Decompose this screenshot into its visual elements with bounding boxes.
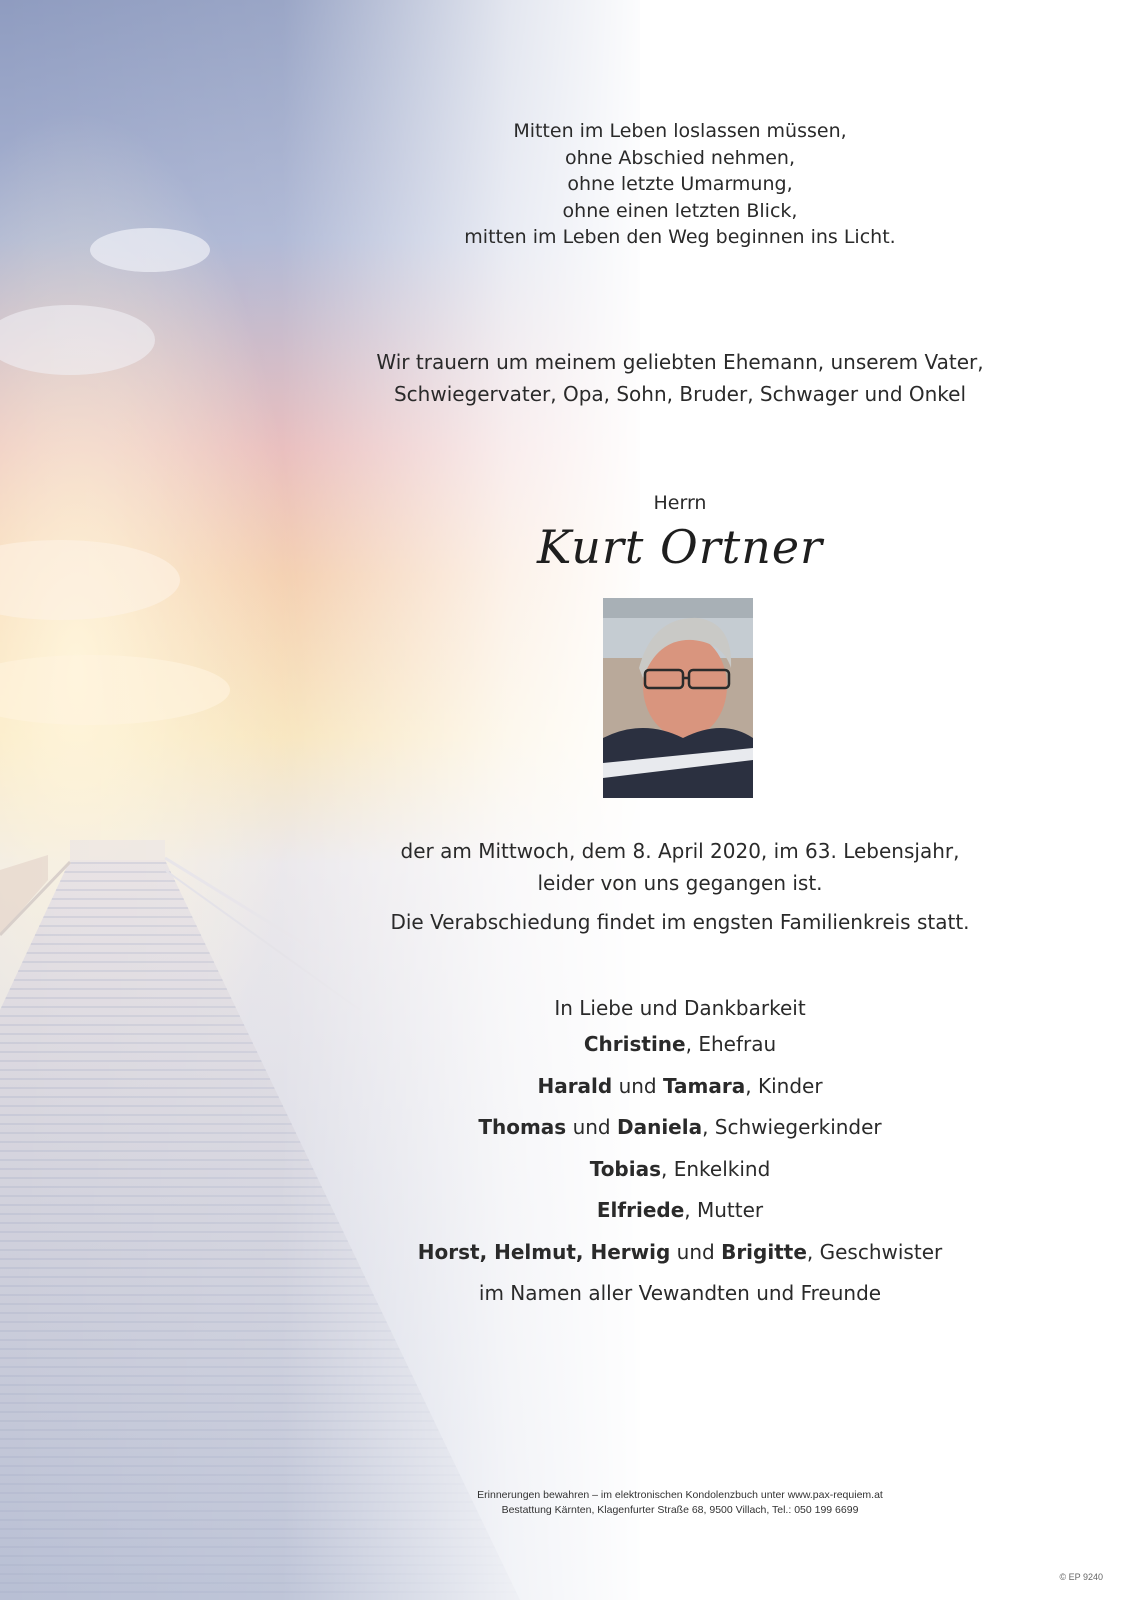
- family-relation: , Enkelkind: [661, 1156, 771, 1181]
- family-name: Christine: [583, 1032, 686, 1056]
- family-relation: , Kinder: [745, 1073, 823, 1098]
- family-row: [330, 1149, 1030, 1191]
- family-name: Elfriede: [596, 1198, 685, 1222]
- footer: [330, 1488, 1030, 1518]
- family-relation: , Ehefrau: [685, 1032, 777, 1056]
- family-relation: , Schwiegerkinder: [702, 1115, 882, 1139]
- family-name: Daniela: [616, 1115, 703, 1139]
- mourning-line: Wir trauern um meinem geliebten Ehemann, unserem Vater,: [376, 350, 984, 374]
- poem-line: ohne letzte Umarmung,: [567, 173, 793, 195]
- mourning-statement: [330, 346, 1030, 410]
- family-row: [330, 1024, 1030, 1066]
- family-conjunction: und: [670, 1239, 722, 1264]
- passing-line: leider von uns gegangen ist.: [537, 871, 823, 895]
- family-name: Brigitte: [721, 1239, 807, 1264]
- family-relation: , Mutter: [684, 1198, 764, 1222]
- family-name: Harald: [537, 1073, 613, 1098]
- footer-line: Erinnerungen bewahren – im elektronischen Kondolenzbuch unter www.pax-requiem.at: [477, 1489, 883, 1501]
- family-row: [330, 1107, 1030, 1149]
- family-row: [330, 1066, 1030, 1108]
- mourning-line: Schwiegervater, Opa, Sohn, Bruder, Schwager und Onkel: [393, 382, 967, 406]
- poem-line: ohne einen letzten Blick,: [562, 199, 798, 222]
- poem-line: Mitten im Leben loslassen müssen,: [513, 120, 847, 142]
- family-name: Thomas: [478, 1115, 567, 1139]
- family-row: [330, 1190, 1030, 1232]
- signoff: In Liebe und Dankbarkeit: [554, 996, 806, 1020]
- family-name: Horst, Helmut, Herwig: [417, 1239, 671, 1264]
- footer-line: Bestattung Kärnten, Klagenfurter Straße 68, 9500 Villach, Tel.: 050 199 6699: [501, 1504, 859, 1516]
- family-name: Tamara: [662, 1073, 746, 1098]
- family-relation: , Geschwister: [806, 1239, 943, 1264]
- family-row: [330, 1273, 1030, 1315]
- family-name: Tobias: [589, 1156, 662, 1181]
- passing-notice: [330, 835, 1030, 899]
- family-conjunction: und: [612, 1073, 663, 1098]
- product-code: © EP 9240: [1059, 1572, 1103, 1582]
- poem-line: ohne Abschied nehmen,: [564, 146, 795, 169]
- passing-line: der am Mittwoch, dem 8. April 2020, im 63. Lebensjahr,: [400, 839, 960, 863]
- family-row: [330, 1232, 1030, 1274]
- family-conjunction: und: [566, 1115, 617, 1139]
- salutation: Herrn: [653, 492, 707, 514]
- farewell-notice: Die Verabschiedung findet im engsten Familienkreis statt.: [390, 910, 970, 934]
- poem-line: mitten im Leben den Weg beginnen ins Licht.: [464, 226, 896, 248]
- poem: [330, 118, 1030, 251]
- family-closing: im Namen aller Vewandten und Freunde: [478, 1281, 882, 1305]
- portrait-photo: [603, 598, 753, 798]
- deceased-name: Kurt Ortner: [536, 520, 824, 574]
- family-list: [330, 1024, 1030, 1315]
